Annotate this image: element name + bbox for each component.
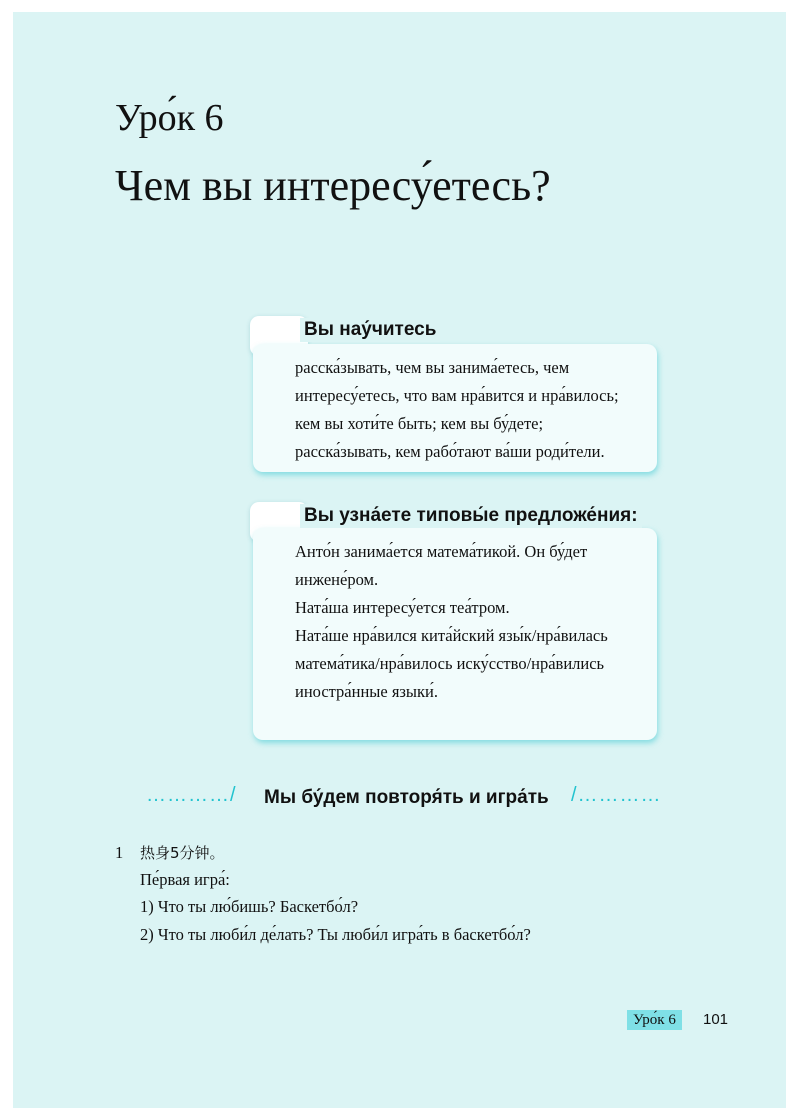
sentences-text bbox=[295, 538, 608, 706]
task-item: 2) Что ты люби́л де́лать? Ты люби́л игра́ть в баскетбо́л? bbox=[140, 925, 531, 944]
review-dots-left: …………/ bbox=[146, 784, 237, 806]
sentence-line: иностра́нные языки́. bbox=[295, 682, 438, 701]
goals-text bbox=[295, 354, 619, 466]
sentences-heading: Вы узна́ете типовы́е предложе́ния: bbox=[300, 504, 642, 528]
lesson-title: Чем вы интересу́етесь? bbox=[115, 161, 551, 210]
goals-line: кем вы хоти́те быть; кем вы бу́дете; bbox=[295, 414, 544, 433]
goals-line: расска́зывать, чем вы занима́етесь, чем bbox=[295, 358, 570, 377]
sentence-line: Ната́ше нра́вился кита́йский язы́к/нра́вилась bbox=[295, 626, 608, 645]
task-instruction: 热身5分钟。 bbox=[140, 844, 225, 862]
game-label: Пе́рвая игра́: bbox=[140, 870, 230, 889]
goals-line: интересу́етесь, что вам нра́вится и нра́вилось; bbox=[295, 386, 619, 405]
sentence-line: Ната́ша интересу́ется теа́тром. bbox=[295, 598, 510, 617]
task-number: 1 bbox=[115, 843, 124, 862]
footer-lesson-label: Уро́к 6 bbox=[627, 1010, 682, 1030]
sentence-line: матема́тика/нра́вилось иску́сство/нра́вились bbox=[295, 654, 605, 673]
review-title: Мы бу́дем повторя́ть и игра́ть bbox=[264, 787, 549, 808]
goals-line: расска́зывать, кем рабо́тают ва́ши роди́тели. bbox=[295, 442, 605, 461]
sentence-line: инжене́ром. bbox=[295, 570, 379, 589]
task-item: 1) Что ты лю́бишь? Баскетбо́л? bbox=[140, 897, 359, 916]
sentence-line: Анто́н занима́ется матема́тикой. Он бу́дет bbox=[295, 542, 588, 561]
review-dots-right: /………… bbox=[571, 784, 662, 806]
lesson-label: Уро́к 6 bbox=[115, 97, 224, 139]
page-number: 101 bbox=[703, 1011, 729, 1028]
goals-heading: Вы нау́читесь bbox=[300, 318, 440, 342]
review-section-heading bbox=[146, 784, 706, 814]
